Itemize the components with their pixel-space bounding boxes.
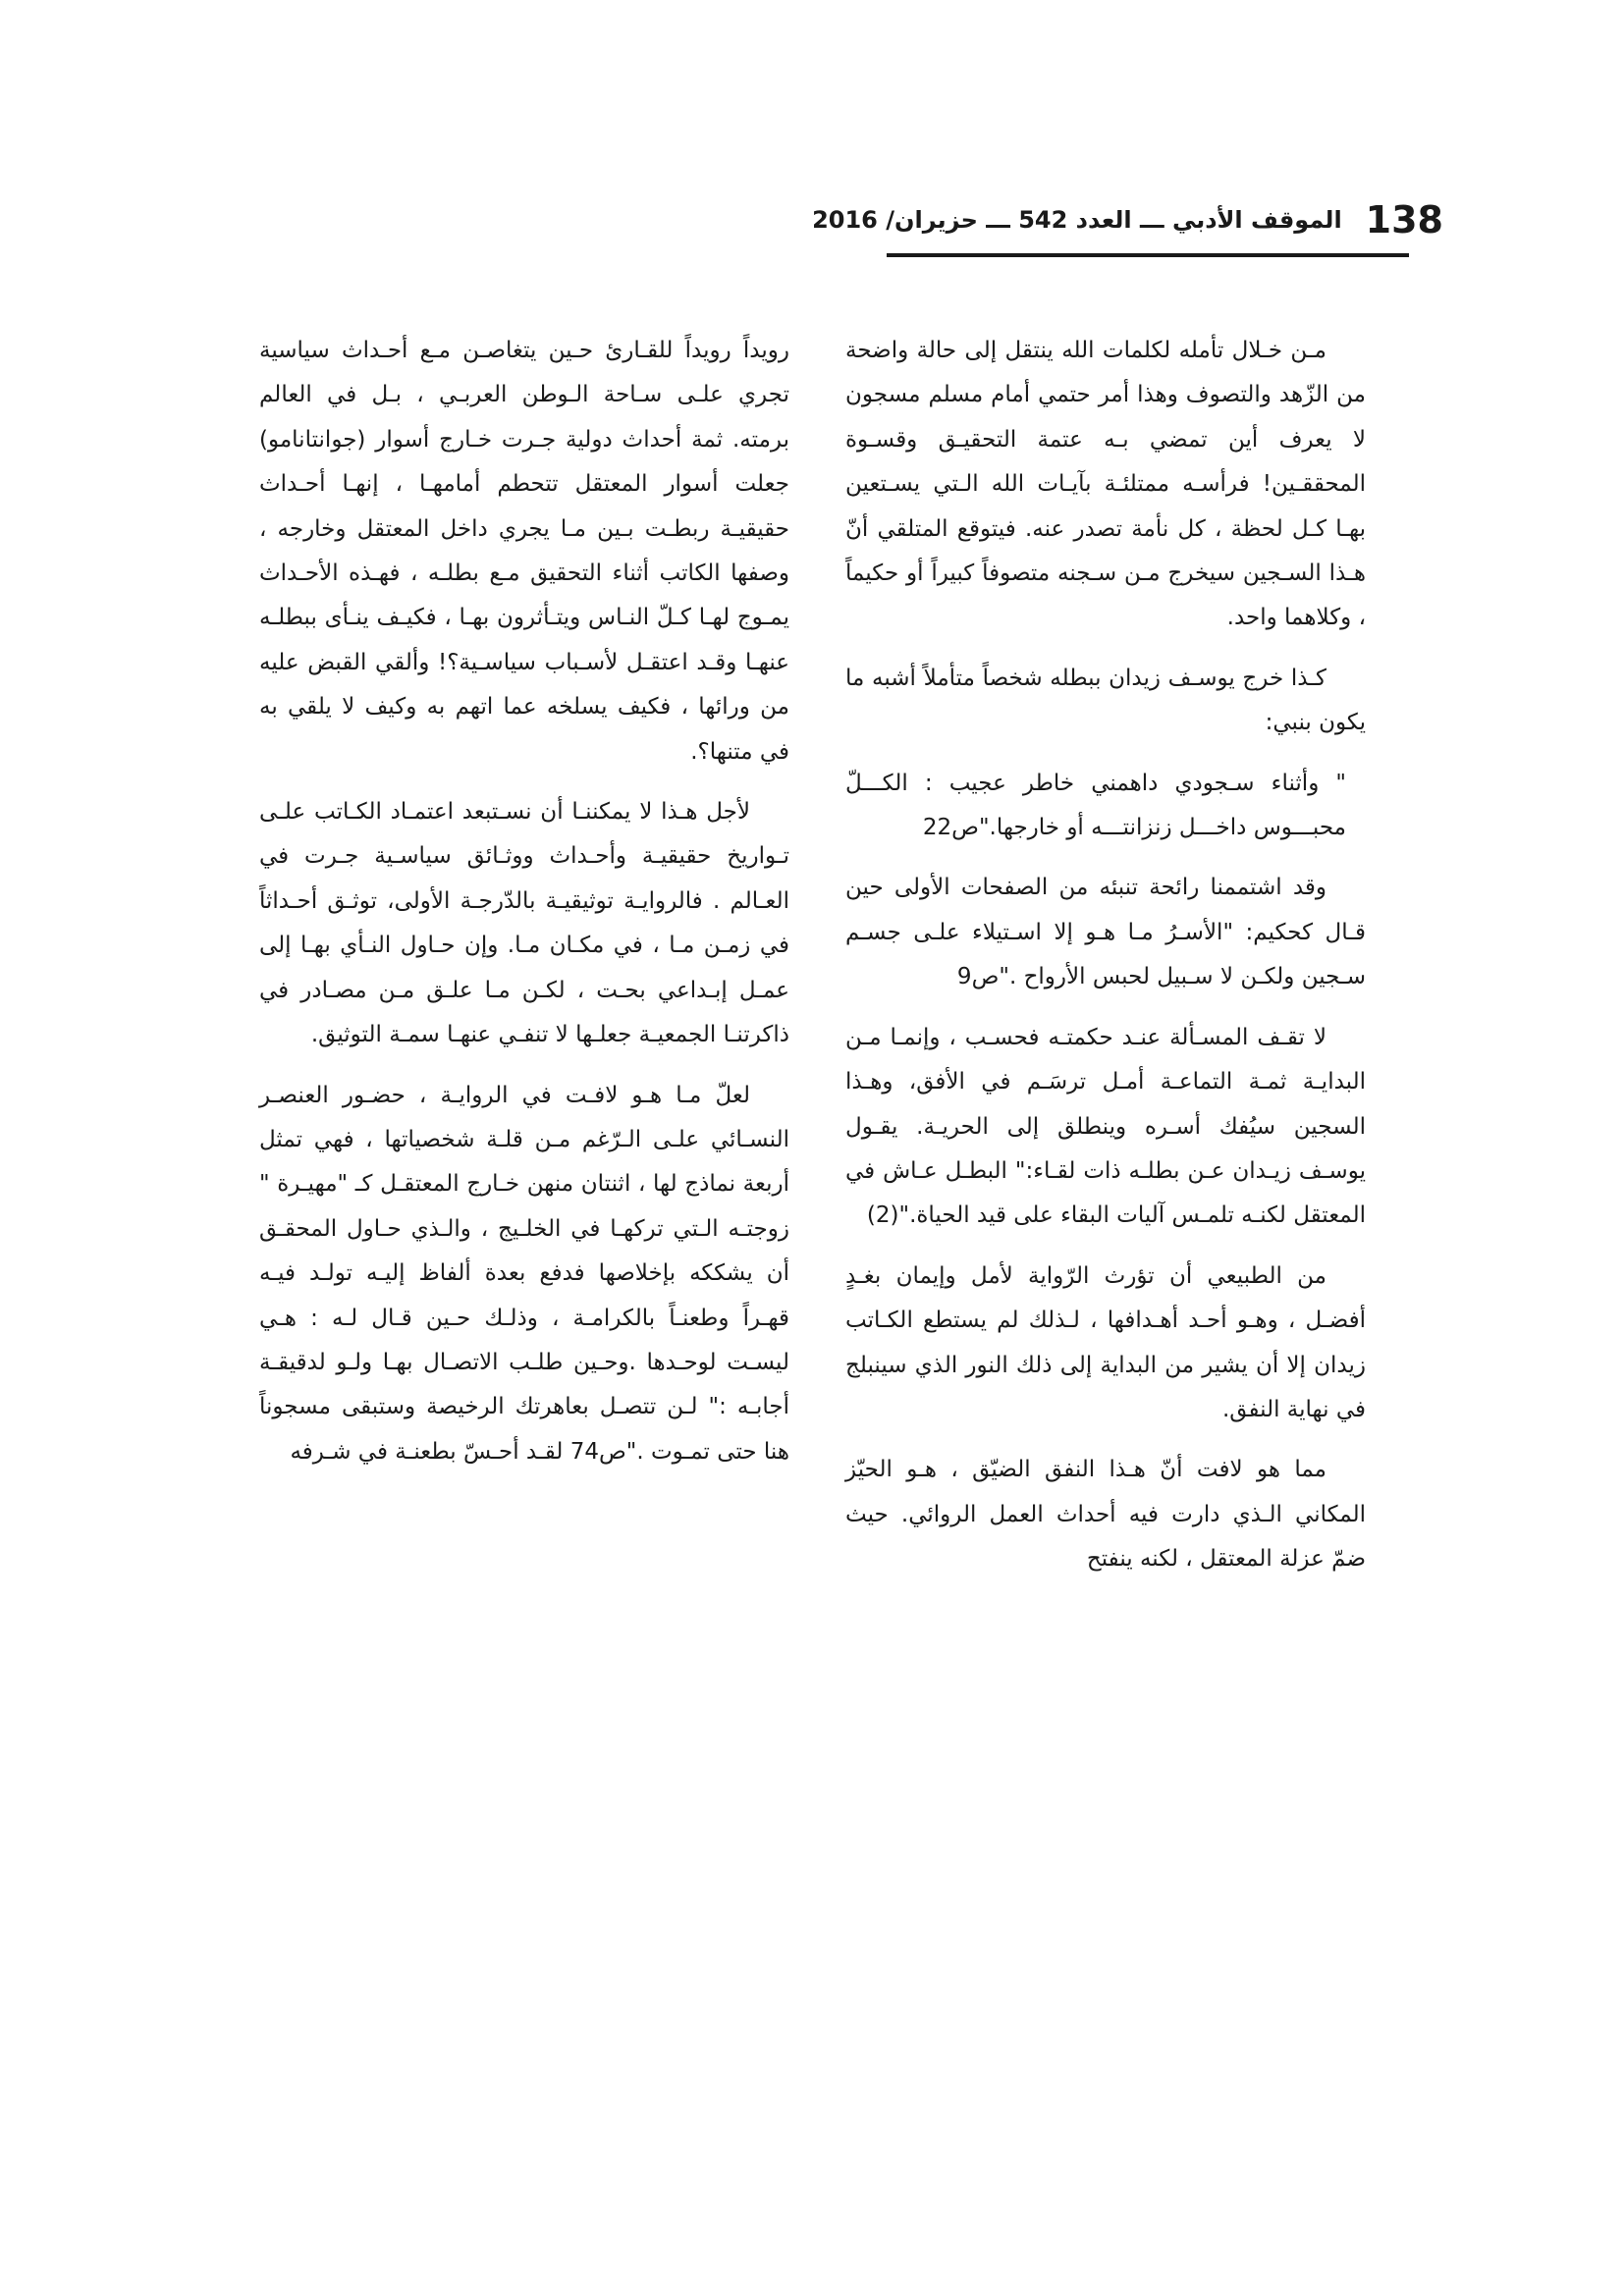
paragraph: لأجل هـذا لا يمكننـا أن نسـتبعد اعتمـاد الكـاتب علـى تـواريخ حقيقيـة وأحـداث ووثـائق سياسـية جـرت في العـالم . فالروايـة توثيقيـة بالدّرجـة الأولى، توثـق أحـداثاً في زمـن مـا ، في مكـان مـا. وإن حـاول النـأي بهـا إلى عمـل إبـداعي بحـت ، لكـن مـا علـق مـن مصـادر في ذاكرتنـا الجمعيـة جعلـها لا تنفـي عنهـا سمـة التوثيق. [259,799,789,1048]
paragraph: لعلّ مـا هـو لافـت في الروايـة ، حضـور العنصـر النسـائي علـى الـرّغم مـن قلـة شخصياتها ، فهي تمثل أربعة نماذج لها ، اثنتان منهن خـارج المعتقـل كـ "مهيـرة " زوجتـه الـتي تركهـا في الخلـيج ، والـذي حـاول المحقـق أن يشككه بإخلاصها فدفع بعدة ألفاظ إليـه تولـد فيـه قهـراً وطعنـاً بالكرامـة ، وذلـك حـين قـال لـه : هـي ليسـت لوحـدها .وحـين طلـب الاتصـال بهـا ولـو لدقيقـة أجابـه :" لـن تتصـل بعاهرتك الرخيصة وستبقى مسجوناً هنا حتى تمـوت ."ص74 لقـد أحـسّ بطعنـة في شـرفه [259,1082,789,1465]
running-header [812,192,1443,247]
paragraph: مـن خـلال تأمله لكلمات الله ينتقل إلى حالة واضحة من الزّهد والتصوف وهذا أمر حتمي أمام مسلم مسجون لا يعرف أين تمضي بـه عتمة التحقيـق وقسـوة المحققـين! فرأسـه ممتلئـة بآيـات الله الـتي يسـتعين بهـا كـل لحظة ، كل نأمة تصدر عنه. فيتوقع المتلقي أنّ هـذا السـجين سيخرج مـن سـجنه متصوفاً كبيراً أو حكيماً ، وكلاهما واحد. [845,338,1366,631]
paragraph: من الطبيعي أن تؤرث الرّواية لأمل وإيمان بغـدٍ أفضـل ، وهـو أحـد أهـدافها ، لـذلك لم يستطع الكـاتب زيدان إلا أن يشير من البداية إلى ذلك النور الذي سينبلج في نهاية النفق. [845,1262,1366,1422]
page-number: 138 [1365,198,1443,241]
paragraph-continued: رويداً رويداً للقـارئ حـين يتغاصـن مـع أحـداث سياسية تجري علـى سـاحة الـوطن العربـي ، بـل في العالم برمته. ثمة أحداث دولية جـرت خـارج أسوار (جوانتانامو) جعلت أسوار المعتقل تتحطم أمامهـا ، إنهـا أحـداث حقيقيـة ربطـت بـين مـا يجري داخل المعتقل وخارجه ، وصفها الكاتب أثناء التحقيق مـع بطلـه ، فهـذه الأحـداث يمـوج لهـا كـلّ النـاس ويتـأثرون بهـا ، فكيـف ينـأى ببطلـه عنهـا وقـد اعتقـل لأسـباب سياسـية؟! وألقي القبض عليه من ورائها ، فكيف يسلخه عما اتهم به وكيف لا يلقي به في متنها؟. [259,338,789,765]
left-column [259,329,789,1490]
paragraph: كـذا خرج يوسـف زيدان ببطله شخصاً متأملاً أشبه ما يكون بنبي: [845,665,1366,736]
paragraph: وقد اشتممنا رائحة تنبئه من الصفحات الأولى حين قـال كحكيم: "الأسـرُ مـا هـو إلا اسـتيلاء علـى جسـم سـجين ولكـن لا سـبيل لحبس الأرواح ."ص9 [845,875,1366,990]
paragraph: لا تقـف المسـألة عنـد حكمتـه فحسـب ، وإنمـا مـن البدايـة ثمـة التماعـة أمـل ترسَـم في الأفق، وهـذا السجين سيُفك أسـره وينطلق إلى الحريـة. يقـول يوسـف زيـدان عـن بطلـه ذات لقـاء:" البطـل عـاش في المعتقل لكنـه تلمـس آليات البقاء على قيد الحياة."(2) [845,1024,1366,1229]
quotation: " وأثناء سـجودي داهمني خاطر عجيب : الكـــلّ محبـــوس داخـــل زنزانتـــه أو خارجها."ص22 [845,770,1346,841]
journal-issue-line: الموقف الأدبي ـــ العدد 542 ـــ حزيران/ 2016 [812,206,1342,234]
paragraph: مما هو لافت أنّ هـذا النفق الضيّق ، هـو الحيّز المكاني الـذي دارت فيه أحداث العمل الروائي. حيث ضمّ عزلة المعتقل ، لكنه ينفتح [845,1457,1366,1573]
header-rule [887,253,1409,257]
right-column [845,329,1366,1598]
